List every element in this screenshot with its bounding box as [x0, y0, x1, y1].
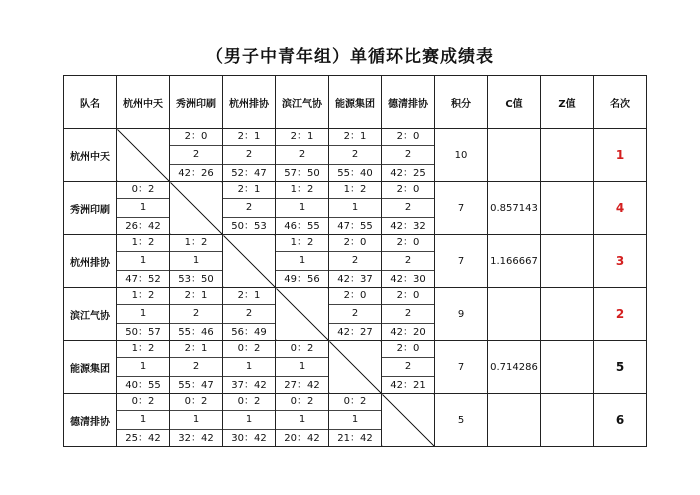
match-points: 1	[117, 252, 169, 270]
point-score: 32：42	[178, 432, 214, 444]
point-score: 50：57	[125, 326, 161, 338]
set-score: 1：2	[117, 340, 169, 358]
match-points: 1	[329, 411, 381, 429]
set-score: 0：2	[117, 181, 169, 199]
match-points: 1	[223, 358, 275, 376]
match-points: 2	[170, 146, 222, 164]
team-name: 德清排协	[64, 394, 117, 447]
rank: 2	[594, 288, 647, 341]
point-score: 47：55	[337, 220, 373, 232]
table-body	[64, 129, 647, 447]
z-value	[541, 394, 594, 447]
set-score: 0：2	[117, 393, 169, 411]
c-value: 0.714286	[488, 341, 541, 394]
match-points: 1	[117, 199, 169, 217]
point-score: 25：42	[125, 432, 161, 444]
match-result-cell	[170, 235, 223, 288]
set-score: 2：0	[382, 181, 434, 199]
rank: 6	[594, 394, 647, 447]
total-points: 5	[435, 394, 488, 447]
set-score: 1：2	[170, 234, 222, 252]
match-result-cell	[382, 235, 435, 288]
set-score: 0：2	[276, 340, 328, 358]
self-match-cell	[382, 394, 435, 447]
rank: 1	[594, 129, 647, 182]
total-points: 7	[435, 182, 488, 235]
point-score: 37：42	[231, 379, 267, 391]
match-points: 2	[329, 252, 381, 270]
match-points: 2	[170, 358, 222, 376]
total-points: 7	[435, 341, 488, 394]
set-score: 1：2	[117, 234, 169, 252]
c-value	[488, 394, 541, 447]
point-score: 42：30	[390, 273, 426, 285]
match-points: 2	[382, 358, 434, 376]
point-score: 50：53	[231, 220, 267, 232]
point-score: 46：55	[284, 220, 320, 232]
self-match-cell	[117, 129, 170, 182]
point-score: 20：42	[284, 432, 320, 444]
set-score: 2：1	[223, 128, 275, 146]
c-value: 0.857143	[488, 182, 541, 235]
rank: 3	[594, 235, 647, 288]
point-score: 53：50	[178, 273, 214, 285]
team-name: 杭州中天	[64, 129, 117, 182]
column-header: 滨江气协	[276, 76, 329, 129]
self-match-cell	[276, 288, 329, 341]
point-score: 49：56	[284, 273, 320, 285]
column-header: 杭州排协	[223, 76, 276, 129]
match-result-cell	[117, 394, 170, 447]
column-header: 积分	[435, 76, 488, 129]
set-score: 2：0	[382, 340, 434, 358]
point-score: 47：52	[125, 273, 161, 285]
point-score: 42：20	[390, 326, 426, 338]
match-points: 2	[223, 146, 275, 164]
match-points: 1	[276, 358, 328, 376]
set-score: 1：2	[117, 287, 169, 305]
self-match-cell	[329, 341, 382, 394]
set-score: 2：0	[170, 128, 222, 146]
point-score: 42：27	[337, 326, 373, 338]
self-match-cell	[170, 182, 223, 235]
match-result-cell	[117, 288, 170, 341]
total-points: 9	[435, 288, 488, 341]
match-result-cell	[276, 235, 329, 288]
match-points: 2	[382, 146, 434, 164]
z-value	[541, 129, 594, 182]
rank: 4	[594, 182, 647, 235]
c-value	[488, 129, 541, 182]
match-points: 1	[276, 411, 328, 429]
set-score: 2：0	[329, 234, 381, 252]
point-score: 42：25	[390, 167, 426, 179]
match-result-cell	[329, 288, 382, 341]
table-row	[64, 129, 647, 182]
point-score: 55：40	[337, 167, 373, 179]
table-row	[64, 182, 647, 235]
point-score: 40：55	[125, 379, 161, 391]
match-points: 1	[276, 199, 328, 217]
set-score: 1：2	[276, 234, 328, 252]
set-score: 1：2	[329, 181, 381, 199]
c-value	[488, 288, 541, 341]
column-header: 秀洲印刷	[170, 76, 223, 129]
team-name: 秀洲印刷	[64, 182, 117, 235]
z-value	[541, 182, 594, 235]
table-row	[64, 394, 647, 447]
match-points: 2	[223, 305, 275, 323]
match-points: 1	[117, 411, 169, 429]
match-result-cell	[382, 182, 435, 235]
match-points: 1	[170, 252, 222, 270]
set-score: 2：0	[382, 128, 434, 146]
set-score: 2：1	[170, 287, 222, 305]
match-points: 1	[117, 358, 169, 376]
match-points: 2	[329, 305, 381, 323]
point-score: 56：49	[231, 326, 267, 338]
total-points: 10	[435, 129, 488, 182]
column-header: 名次	[594, 76, 647, 129]
match-result-cell	[223, 182, 276, 235]
match-result-cell	[382, 129, 435, 182]
match-result-cell	[117, 341, 170, 394]
match-result-cell	[329, 182, 382, 235]
match-result-cell	[276, 341, 329, 394]
rank: 5	[594, 341, 647, 394]
set-score: 0：2	[223, 393, 275, 411]
set-score: 2：1	[170, 340, 222, 358]
set-score: 2：1	[223, 181, 275, 199]
set-score: 2：1	[276, 128, 328, 146]
match-result-cell	[382, 341, 435, 394]
match-result-cell	[117, 182, 170, 235]
match-points: 1	[117, 305, 169, 323]
column-header: 队名	[64, 76, 117, 129]
match-points: 1	[276, 252, 328, 270]
point-score: 27：42	[284, 379, 320, 391]
z-value	[541, 235, 594, 288]
point-score: 42：32	[390, 220, 426, 232]
match-points: 2	[329, 146, 381, 164]
match-result-cell	[170, 129, 223, 182]
set-score: 2：1	[223, 287, 275, 305]
header-row	[64, 76, 647, 129]
team-name: 滨江气协	[64, 288, 117, 341]
page-title: （男子中青年组）单循环比赛成绩表	[206, 47, 494, 67]
set-score: 1：2	[276, 181, 328, 199]
total-points: 7	[435, 235, 488, 288]
point-score: 42：26	[178, 167, 214, 179]
set-score: 0：2	[170, 393, 222, 411]
column-header: C值	[488, 76, 541, 129]
match-result-cell	[223, 394, 276, 447]
match-result-cell	[170, 394, 223, 447]
match-result-cell	[170, 288, 223, 341]
set-score: 2：0	[329, 287, 381, 305]
match-points: 2	[223, 199, 275, 217]
z-value	[541, 341, 594, 394]
set-score: 2：0	[382, 234, 434, 252]
match-result-cell	[329, 129, 382, 182]
point-score: 42：37	[337, 273, 373, 285]
set-score: 0：2	[329, 393, 381, 411]
column-header: 能源集团	[329, 76, 382, 129]
match-result-cell	[170, 341, 223, 394]
self-match-cell	[223, 235, 276, 288]
set-score: 0：2	[276, 393, 328, 411]
point-score: 57：50	[284, 167, 320, 179]
set-score: 2：1	[329, 128, 381, 146]
c-value: 1.166667	[488, 235, 541, 288]
match-points: 2	[276, 146, 328, 164]
match-points: 1	[329, 199, 381, 217]
column-header: 杭州中天	[117, 76, 170, 129]
match-result-cell	[117, 235, 170, 288]
match-result-cell	[223, 341, 276, 394]
match-result-cell	[223, 288, 276, 341]
match-points: 1	[223, 411, 275, 429]
match-points: 2	[382, 305, 434, 323]
point-score: 42：21	[390, 379, 426, 391]
point-score: 55：47	[178, 379, 214, 391]
match-result-cell	[276, 129, 329, 182]
match-result-cell	[329, 235, 382, 288]
match-result-cell	[329, 394, 382, 447]
match-points: 1	[170, 411, 222, 429]
match-result-cell	[223, 129, 276, 182]
set-score: 2：0	[382, 287, 434, 305]
point-score: 21：42	[337, 432, 373, 444]
table-row	[64, 341, 647, 394]
team-name: 杭州排协	[64, 235, 117, 288]
table-row	[64, 235, 647, 288]
table-row	[64, 288, 647, 341]
match-result-cell	[276, 182, 329, 235]
point-score: 52：47	[231, 167, 267, 179]
column-header: Z值	[541, 76, 594, 129]
point-score: 26：42	[125, 220, 161, 232]
match-result-cell	[382, 288, 435, 341]
match-points: 2	[170, 305, 222, 323]
match-result-cell	[276, 394, 329, 447]
column-header: 德清排协	[382, 76, 435, 129]
results-table	[63, 75, 647, 447]
point-score: 55：46	[178, 326, 214, 338]
match-points: 2	[382, 199, 434, 217]
point-score: 30：42	[231, 432, 267, 444]
match-points: 2	[382, 252, 434, 270]
team-name: 能源集团	[64, 341, 117, 394]
set-score: 0：2	[223, 340, 275, 358]
z-value	[541, 288, 594, 341]
